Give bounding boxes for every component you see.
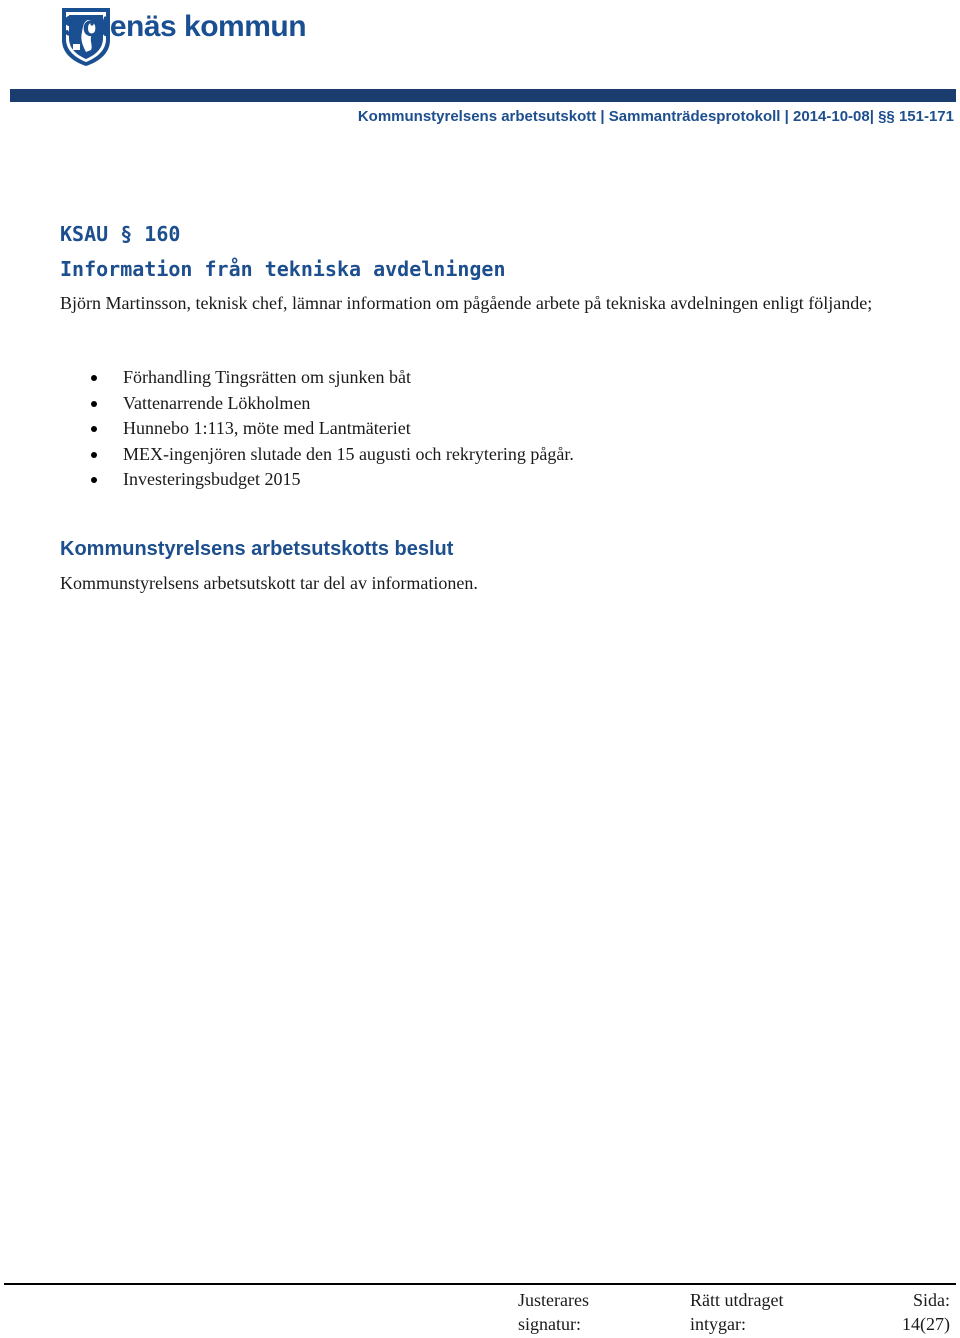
page-value: 14(27) xyxy=(902,1314,950,1334)
logo-text: Sotenäs kommun xyxy=(63,10,307,43)
bullet-icon xyxy=(91,477,97,483)
bullet-icon xyxy=(91,452,97,458)
footer-certification xyxy=(690,1288,783,1336)
bullet-icon xyxy=(91,426,97,432)
list-item xyxy=(60,416,574,442)
footer-signature xyxy=(518,1288,589,1336)
bullet-list xyxy=(60,365,574,493)
list-item-text: Investeringsbudget 2015 xyxy=(123,469,301,489)
footer-page-number xyxy=(902,1288,950,1336)
header-meta: Kommunstyrelsens arbetsutskott | Sammanträdesprotokoll | 2014-10-08| §§ 151-171 xyxy=(357,108,954,125)
list-item-text: Vattenarrende Lökholmen xyxy=(123,392,311,413)
footer-signature-label: Justerares xyxy=(518,1290,589,1310)
list-item-text: Hunnebo 1:113, möte med Lantmäteriet xyxy=(123,418,411,438)
header-bar xyxy=(10,89,956,102)
paragraph-reference: KSAU § 160 xyxy=(60,222,181,246)
intro-paragraph: Björn Martinsson, teknisk chef, lämnar information om pågående arbete på tekniska avdelningen enligt följande; xyxy=(60,293,873,313)
footer-certification-label-2: intygar: xyxy=(690,1314,746,1334)
list-item xyxy=(60,391,574,417)
decision-heading: Kommunstyrelsens arbetsutskotts beslut xyxy=(60,538,454,560)
footer-certification-label: Rätt utdraget xyxy=(690,1290,784,1310)
list-item xyxy=(60,442,574,468)
page-label: Sida: xyxy=(912,1290,950,1310)
section-title: Information från tekniska avdelningen xyxy=(60,257,506,281)
list-item-text: MEX-ingenjören slutade den 15 augusti och rekrytering pågår. xyxy=(123,443,574,464)
bullet-icon xyxy=(91,375,97,381)
footer-divider xyxy=(4,1283,956,1285)
list-item-text: Förhandling Tingsrätten om sjunken båt xyxy=(123,367,411,387)
list-item xyxy=(60,365,574,391)
decision-text: Kommunstyrelsens arbetsutskott tar del av informationen. xyxy=(60,573,478,593)
footer-signature-label-2: signatur: xyxy=(518,1314,581,1334)
bullet-icon xyxy=(91,401,97,407)
list-item xyxy=(60,467,574,493)
